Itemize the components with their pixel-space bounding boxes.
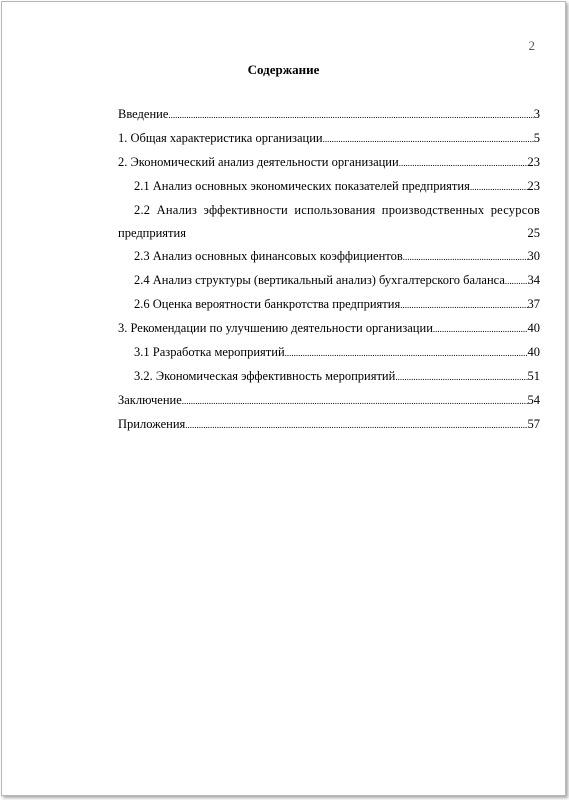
toc-page-number: 23 (527, 155, 540, 169)
toc-entry-section-2-3: 2.3 Анализ основных финансовых коэффициентов ..... 30 (118, 248, 540, 265)
dot-leader (433, 320, 528, 337)
toc-page-number: 30 (527, 249, 540, 263)
toc-page-number: 54 (527, 393, 540, 407)
toc-page-number: 3 (533, 107, 540, 121)
toc-entry-section-2-6: 2.6 Оценка вероятности банкротства предприятия ..... 37 (118, 296, 540, 313)
toc-entry-section-3-2: 3.2. Экономическая эффективность мероприятий ..... 51 (118, 368, 540, 385)
toc-page-number: 5 (533, 131, 540, 145)
toc-page-number: 25 (527, 226, 540, 240)
toc-page-number: 37 (527, 297, 540, 311)
dot-leader (400, 296, 527, 313)
toc-page-number: 34 (527, 273, 540, 287)
toc-entry-chapter-1: 1. Общая характеристика организации ..... 5 (118, 130, 540, 147)
dot-leader (185, 416, 527, 433)
toc-page-number: 51 (527, 369, 540, 383)
dot-leader (399, 154, 528, 171)
document-page (1, 1, 566, 796)
table-of-contents (118, 106, 540, 440)
toc-entry-section-2-1: 2.1 Анализ основных экономических показателей предприятия ..... 23 (118, 178, 540, 195)
toc-page-number: 23 (527, 179, 540, 193)
toc-entry-section-2-2: 2.2 Анализ эффективности использования производственных ресурсов предприятия 25 (118, 203, 540, 240)
page-number: 2 (528, 38, 535, 53)
toc-page-number: 40 (527, 345, 540, 359)
toc-title: Содержание (247, 62, 320, 77)
toc-entry-introduction: Введение ..... 3 (118, 106, 540, 123)
toc-page-number: 40 (527, 321, 540, 335)
dot-leader (285, 344, 528, 361)
toc-page-number: 57 (527, 417, 540, 431)
toc-entry-appendices: Приложения ..... 57 (118, 416, 540, 433)
dot-leader (403, 248, 528, 265)
dot-leader (395, 368, 527, 385)
toc-entry-conclusion: Заключение ..... 54 (118, 392, 540, 409)
toc-entry-chapter-3: 3. Рекомендации по улучшению деятельности организации ..... 40 (118, 320, 540, 337)
dot-leader (505, 272, 528, 289)
toc-entry-chapter-2: 2. Экономический анализ деятельности организации ..... 23 (118, 154, 540, 171)
dot-leader (323, 130, 534, 147)
dot-leader (470, 178, 528, 195)
toc-entry-section-3-1: 3.1 Разработка мероприятий ..... 40 (118, 344, 540, 361)
dot-leader (182, 392, 528, 409)
dot-leader (168, 106, 533, 123)
toc-entry-section-2-4: 2.4 Анализ структуры (вертикальный анализ) бухгалтерского баланса ..... 34 (118, 272, 540, 289)
